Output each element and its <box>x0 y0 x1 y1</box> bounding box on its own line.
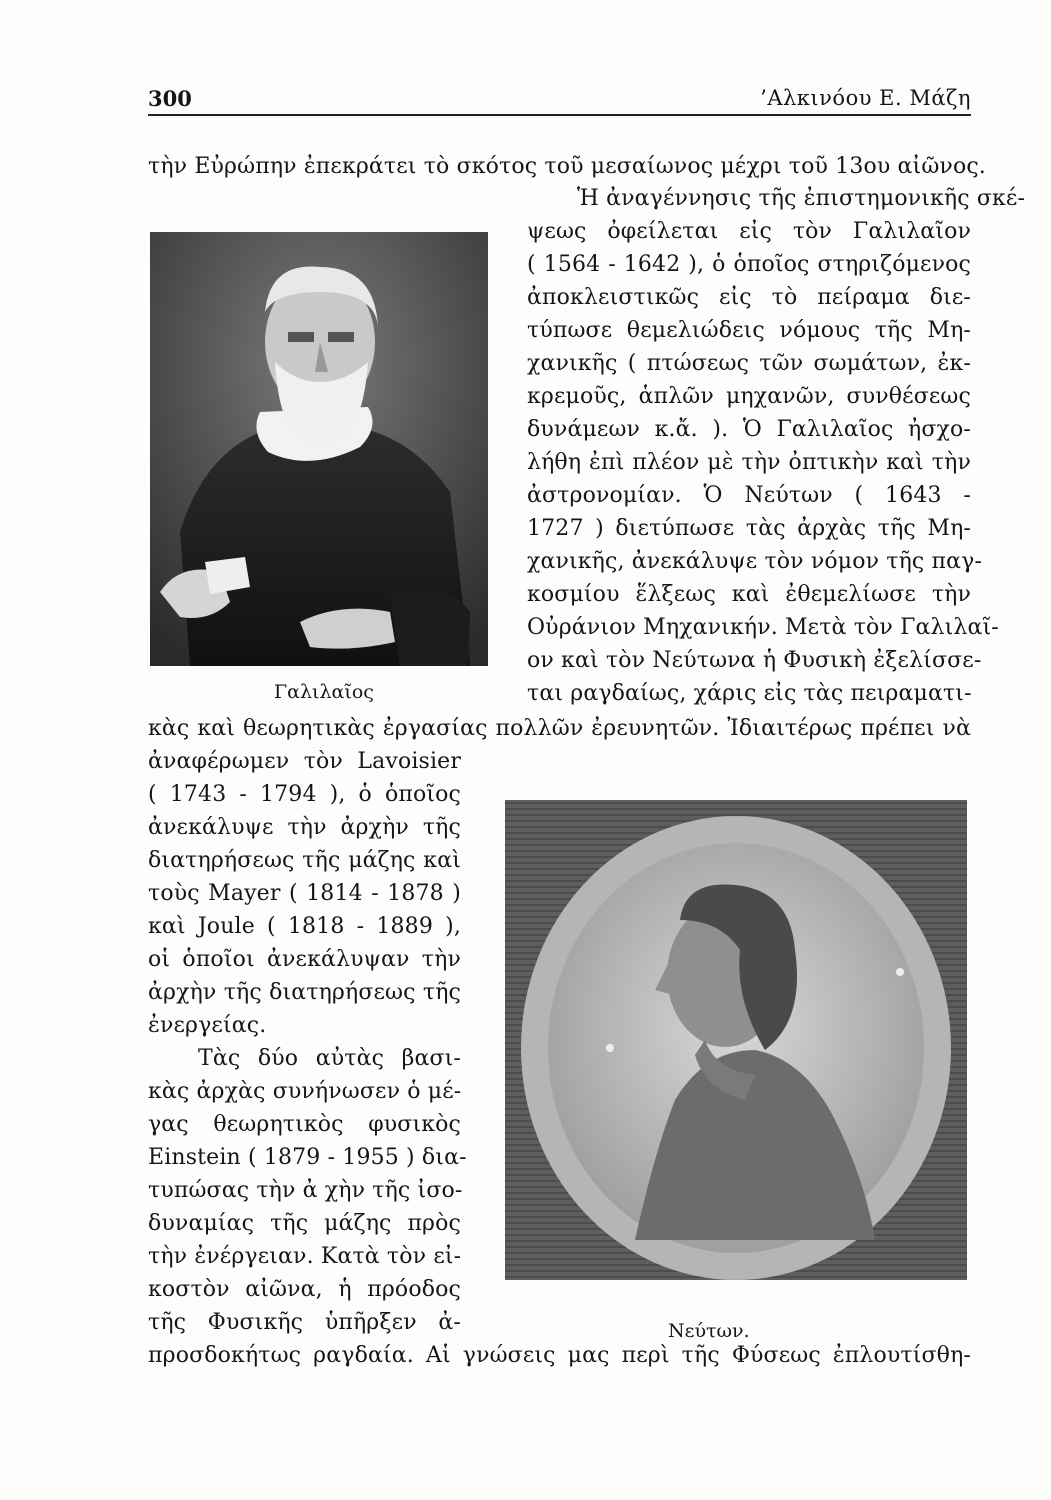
body-line: ἀναφέρωμεν τὸν Lavoisier <box>148 749 461 774</box>
body-line: ψεως ὀφείλεται εἰς τὸν Γαλιλαῖον <box>527 219 971 244</box>
body-line: κὰς καὶ θεωρητικὰς ἐργασίας πολλῶν ἐρευνητῶν. Ἰδιαιτέρως πρέπει νὰ <box>148 716 971 741</box>
body-line: χανικῆς ( πτώσεως τῶν σωμάτων, ἐκ- <box>527 351 971 376</box>
body-line: ( 1564 - 1642 ), ὁ ὁποῖος στηριζόμενος <box>527 252 971 277</box>
body-line: τὴν ἐνέργειαν. Κατὰ τὸν εἰ- <box>148 1244 462 1269</box>
running-head: ’Αλκινόου Ε. Μάζη <box>760 86 971 110</box>
body-line: ἀνεκάλυψε τὴν ἀρχὴν τῆς <box>148 815 461 840</box>
body-line: ἀστρονομίαν. Ὁ Νεύτων ( 1643 - <box>527 483 971 508</box>
newton-portrait <box>505 800 967 1280</box>
body-line: χανικῆς, ἀνεκάλυψε τὸν νόμον τῆς παγ- <box>527 549 983 574</box>
body-line: προσδοκήτως ραγδαία. Αἱ γνώσεις μας περὶ τῆς Φύσεως ἐπλουτίσθη- <box>148 1343 971 1368</box>
body-line: ον καὶ τὸν Νεύτωνα ἡ Φυσικὴ ἐξελίσσε- <box>527 648 982 673</box>
body-line: ἀρχὴν τῆς διατηρήσεως τῆς <box>148 980 461 1005</box>
body-line: τυπώσας τὴν ἀ χὴν τῆς ἰσο- <box>148 1178 463 1203</box>
body-line: ἀποκλειστικῶς εἰς τὸ πείραμα διε- <box>527 285 971 310</box>
body-line: δυναμίας τῆς μάζης πρὸς <box>148 1211 461 1236</box>
body-line: Τὰς δύο αὐτὰς βασι- <box>198 1046 461 1071</box>
newton-caption: Νεύτων. <box>668 1320 750 1342</box>
body-line: ται ραγδαίως, χάρις εἰς τὰς πειραματι- <box>527 681 972 706</box>
body-line: γας θεωρητικὸς φυσικὸς <box>148 1112 461 1137</box>
body-line: κὰς ἀρχὰς συνήνωσεν ὁ μέ- <box>148 1079 462 1104</box>
body-line: Einstein ( 1879 - 1955 ) δια- <box>148 1145 467 1170</box>
galileo-caption: Γαλιλαῖος <box>274 681 374 703</box>
body-line: 1727 ) διετύπωσε τὰς ἀρχὰς τῆς Μη- <box>527 516 971 541</box>
galileo-portrait-icon <box>150 232 488 666</box>
body-line: οἱ ὁποῖοι ἀνεκάλυψαν τὴν <box>148 947 461 972</box>
body-line: δυνάμεων κ.ἄ. ). Ὁ Γαλιλαῖος ἠσχο- <box>527 417 971 442</box>
body-line: ἐνεργείας. <box>148 1013 267 1038</box>
galileo-portrait <box>150 232 488 666</box>
body-line: τὴν Εὐρώπην ἐπεκράτει τὸ σκότος τοῦ μεσαίωνος μέχρι τοῦ 13ου αἰῶνος. <box>148 154 986 179</box>
body-line: κοσμίου ἕλξεως καὶ ἐθεμελίωσε τὴν <box>527 582 971 607</box>
body-line: διατηρήσεως τῆς μάζης καὶ <box>148 848 461 873</box>
body-line: λήθη ἐπὶ πλέον μὲ τὴν ὀπτικὴν καὶ τὴν <box>527 450 971 475</box>
body-line: Οὐράνιον Μηχανικήν. Μετὰ τὸν Γαλιλαῖ- <box>527 615 999 640</box>
body-line: κρεμοῦς, ἁπλῶν μηχανῶν, συνθέσεως <box>527 384 971 409</box>
body-line: τοὺς Mayer ( 1814 - 1878 ) <box>148 881 461 906</box>
body-line: κοστὸν αἰῶνα, ἡ πρόοδος <box>148 1277 461 1302</box>
body-line: Ἡ ἀναγέννησις τῆς ἐπιστημονικῆς σκέ- <box>577 186 1026 211</box>
body-line: τῆς Φυσικῆς ὑπῆρξεν ἀ- <box>148 1310 461 1335</box>
body-line: τύπωσε θεμελιώδεις νόμους τῆς Μη- <box>527 318 971 343</box>
body-line: ( 1743 - 1794 ), ὁ ὁποῖος <box>148 782 461 807</box>
body-line: καὶ Joule ( 1818 - 1889 ), <box>148 914 461 939</box>
running-header <box>148 82 971 116</box>
newton-portrait-icon <box>505 800 967 1280</box>
page-number: 300 <box>148 86 192 111</box>
